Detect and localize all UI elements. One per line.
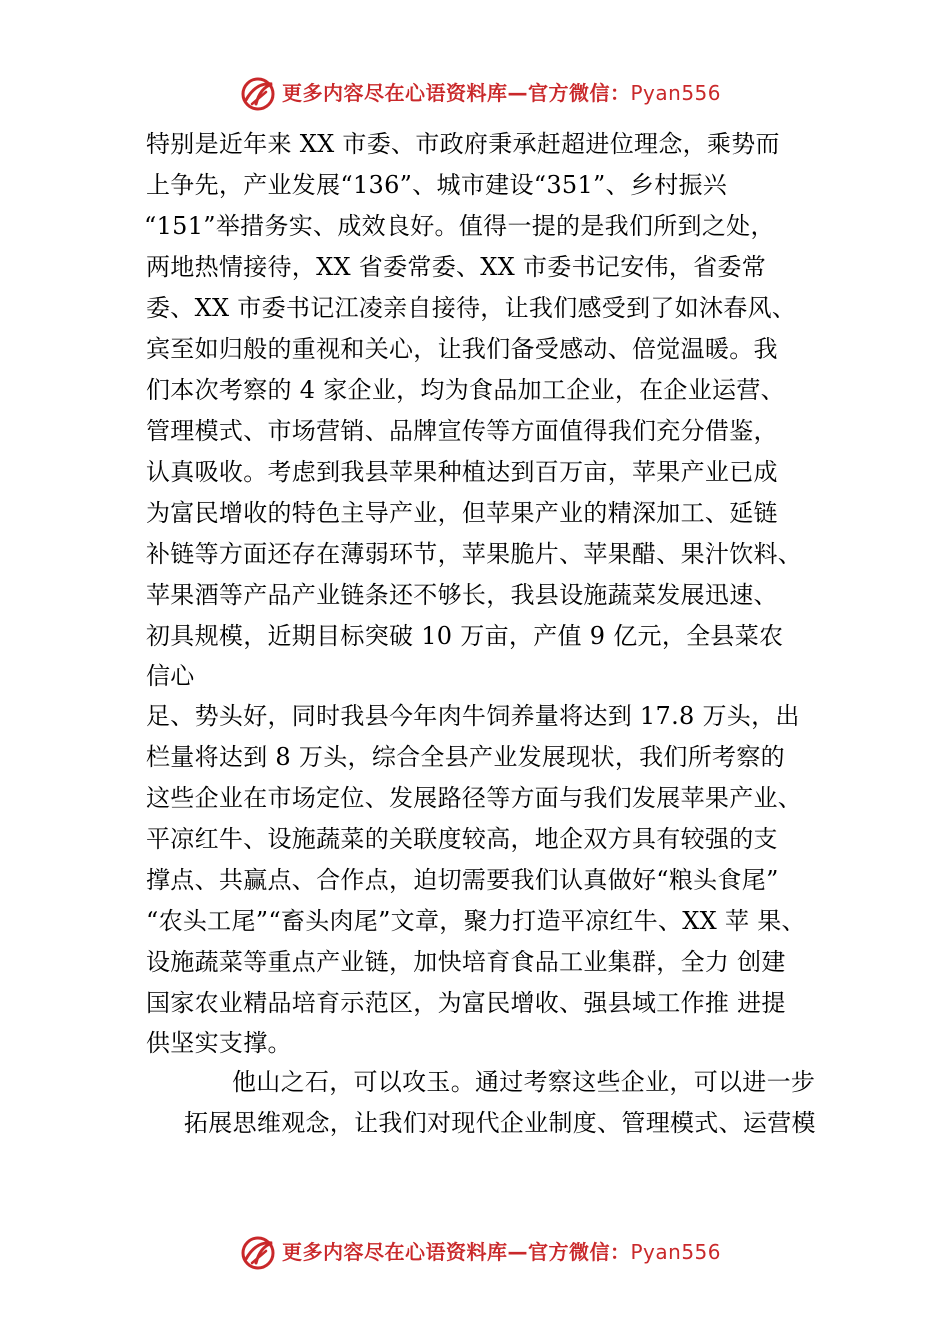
body-line: 国家农业精品培育示范区，为富民增收、强县域工作推 进提 (146, 989, 786, 1017)
banner-label: 更多内容尽在心语资料库—官方微信： (282, 1240, 631, 1264)
body-line: 初具规模，近期目标突破 10 万亩，产值 9 亿元，全县菜农 (146, 622, 784, 650)
body-line: 供坚实支撑。 (146, 1029, 292, 1057)
footer-banner (0, 1231, 950, 1275)
wechat-account: Pyan556 (630, 81, 722, 105)
body-line: 宾至如归般的重视和关心，让我们备受感动、倍觉温暖。我 (146, 335, 778, 363)
body-line: “151”举措务实、成效良好。值得一提的是我们所到之处， (144, 212, 775, 240)
circle-swirl-logo-icon (238, 74, 278, 114)
body-line: 为富民增收的特色主导产业，但苹果产业的精深加工、延链 (146, 499, 778, 527)
body-line: 两地热情接待，XX 省委常委、XX 市委书记安伟，省委常 (146, 253, 766, 281)
circle-swirl-logo-icon (238, 1233, 278, 1273)
banner-text (282, 1237, 721, 1267)
body-line: 拓展思维观念，让我们对现代企业制度、管理模式、运营模 (184, 1109, 816, 1137)
body-line: 管理模式、市场营销、品牌宣传等方面值得我们充分借鉴， (146, 417, 778, 445)
body-line: “农头工尾”“畜头肉尾”文章，聚力打造平凉红牛、XX 苹 果、 (146, 907, 806, 935)
body-line: 苹果酒等产品产业链条还不够长，我县设施蔬菜发展迅速、 (146, 581, 778, 609)
body-line: 认真吸收。考虑到我县苹果种植达到百万亩，苹果产业已成 (146, 458, 778, 486)
body-line: 们本次考察的 4 家企业，均为食品加工企业，在企业运营、 (146, 376, 785, 404)
body-line: 这些企业在市场定位、发展路径等方面与我们发展苹果产业、 (146, 784, 803, 812)
banner-text (282, 78, 721, 108)
body-line: 栏量将达到 8 万头，综合全县产业发展现状，我们所考察的 (146, 743, 785, 771)
body-line: 撑点、共赢点、合作点，迫切需要我们认真做好“粮头食尾” (146, 866, 779, 894)
paragraph-first-line: 他山之石，可以攻玉。通过考察这些企业，可以进一步 (232, 1068, 816, 1096)
body-line: 信心 (146, 662, 195, 690)
body-line: 设施蔬菜等重点产业链，加快培育食品工业集群，全力 创建 (146, 948, 786, 976)
body-line: 委、XX 市委书记江凌亲自接待，让我们感受到了如沐春风、 (146, 294, 797, 322)
wechat-account: Pyan556 (630, 1240, 722, 1264)
body-line: 上争先，产业发展“136”、城市建设“351”、乡村振兴 (146, 171, 728, 199)
banner-label: 更多内容尽在心语资料库—官方微信： (282, 81, 631, 105)
body-line: 平凉红牛、设施蔬菜的关联度较高，地企双方具有较强的支 (146, 825, 778, 853)
body-line: 足、势头好，同时我县今年肉牛饲养量将达到 17.8 万头，出 (146, 702, 800, 730)
header-banner (0, 72, 950, 116)
body-line: 补链等方面还存在薄弱环节，苹果脆片、苹果醋、果汁饮料、 (146, 540, 803, 568)
body-line: 特别是近年来 XX 市委、市政府秉承赶超进位理念，乘势而 (146, 130, 780, 158)
